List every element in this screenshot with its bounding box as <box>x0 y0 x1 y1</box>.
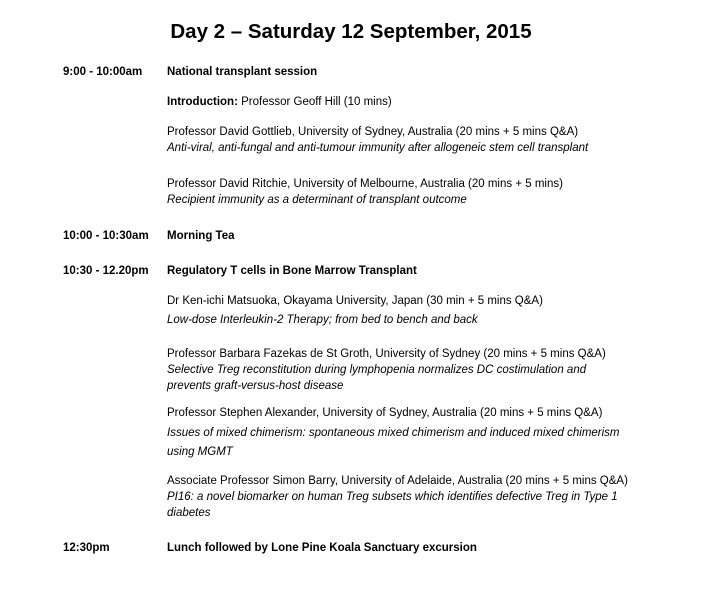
introduction-line <box>167 96 392 108</box>
session-heading: Regulatory T cells in Bone Marrow Transplant <box>167 265 417 277</box>
session-heading: Lunch followed by Lone Pine Koala Sanctuary excursion <box>167 542 477 554</box>
session-time: 12:30pm <box>63 542 110 554</box>
talk-speaker: Professor David Ritchie, University of Melbourne, Australia (20 mins + 5 mins) <box>167 178 563 190</box>
introduction-text: Professor Geoff Hill (10 mins) <box>237 96 392 108</box>
talk-title: Anti-viral, anti-fungal and anti-tumour immunity after allogeneic stem cell transplant <box>167 142 589 154</box>
session-time: 9:00 - 10:00am <box>63 66 143 78</box>
talk-title: using MGMT <box>167 446 233 458</box>
talk-title: PI16: a novel biomarker on human Treg subsets which identifies defective Treg in Type 1 <box>167 491 618 503</box>
talk-speaker: Professor David Gottlieb, University of Sydney, Australia (20 mins + 5 mins Q&A) <box>167 126 579 138</box>
talk-speaker: Professor Barbara Fazekas de St Groth, University of Sydney (20 mins + 5 mins Q&A) <box>167 348 606 360</box>
talk-title: Low-dose Interleukin-2 Therapy; from bed to bench and back <box>167 314 478 326</box>
session-time: 10:30 - 12.20pm <box>63 265 149 277</box>
talk-title: prevents graft-versus-host disease <box>167 380 344 392</box>
talk-speaker: Dr Ken-ichi Matsuoka, Okayama University, Japan (30 min + 5 mins Q&A) <box>167 295 543 307</box>
talk-speaker: Professor Stephen Alexander, University of Sydney, Australia (20 mins + 5 mins Q&A) <box>167 407 603 419</box>
page-title: Day 2 – Saturday 12 September, 2015 <box>170 20 532 43</box>
talk-title: Issues of mixed chimerism: spontaneous mixed chimerism and induced mixed chimerism <box>167 427 620 439</box>
talk-speaker: Associate Professor Simon Barry, University of Adelaide, Australia (20 mins + 5 mins Q&A) <box>167 475 628 487</box>
session-heading: National transplant session <box>167 66 318 78</box>
session-time: 10:00 - 10:30am <box>63 230 149 242</box>
talk-title: diabetes <box>167 507 211 519</box>
talk-title: Recipient immunity as a determinant of transplant outcome <box>167 194 467 206</box>
session-heading: Morning Tea <box>167 230 235 242</box>
talk-title: Selective Treg reconstitution during lymphopenia normalizes DC costimulation and <box>167 364 587 376</box>
introduction-label: Introduction: <box>167 96 238 108</box>
